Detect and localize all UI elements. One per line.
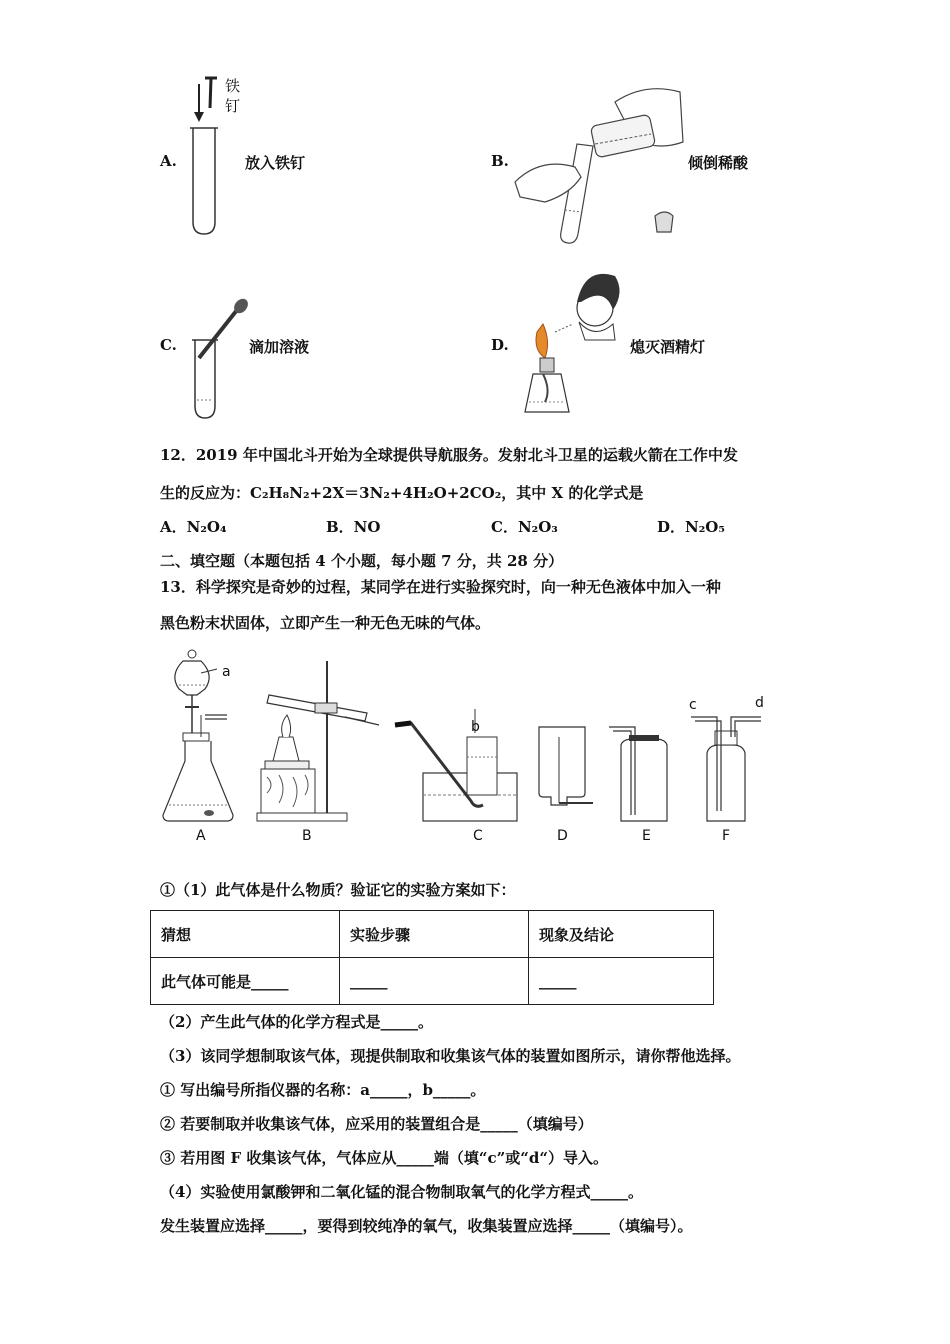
q13-part-4: （4）实验使用氯酸钾和二氧化锰的混合物制取氧气的化学方程式_____。 — [160, 1183, 643, 1201]
q12-option-d: D．N₂O₅ — [657, 518, 725, 536]
option-d-letter: D. — [491, 336, 509, 354]
apparatus-label-b: B — [302, 828, 312, 844]
experiment-table — [150, 910, 714, 1005]
q12-option-b: B．NO — [326, 518, 381, 536]
option-a-label: 放入铁钉 — [245, 154, 306, 172]
q12-option-a: A．N₂O₄ — [160, 518, 227, 536]
q13-part-3: （3）该同学想制取该气体，现提供制取和收集该气体的装置如图所示，请你帮他选择。 — [160, 1047, 741, 1065]
apparatus-e — [609, 727, 667, 821]
pointer-label-a: a — [222, 664, 231, 680]
apparatus-f — [691, 717, 761, 821]
table-header-cell: 现象及结论 — [529, 911, 714, 958]
table-cell: 此气体可能是_____ — [151, 958, 340, 1005]
q13-part-2: （2）产生此气体的化学方程式是_____。 — [160, 1013, 433, 1031]
table-row — [151, 958, 714, 1005]
q13-part-4-2: 发生装置应选择_____，要得到较纯净的氧气，收集装置应选择_____（填编号）。 — [160, 1217, 693, 1235]
apparatus-label-a: A — [196, 828, 206, 844]
apparatus-label-d: D — [557, 828, 568, 844]
q13-part-3-1: ① 写出编号所指仪器的名称：a_____，b_____。 — [160, 1081, 486, 1099]
option-b-letter: B. — [491, 152, 509, 170]
apparatus-c — [395, 709, 517, 821]
pointer-label-c: c — [689, 697, 697, 713]
option-c-label: 滴加溶液 — [249, 338, 310, 356]
apparatus-b — [257, 661, 379, 821]
dropper-tube-figure — [185, 300, 255, 422]
apparatus-label-f: F — [722, 828, 731, 844]
option-c-letter: C. — [160, 336, 177, 354]
q13-part-3-3: ③ 若用图 F 收集该气体，气体应从_____端（填“c”或“d“）导入。 — [160, 1149, 608, 1167]
pointer-label-b: b — [471, 719, 480, 735]
q13-line-2: 黑色粉末状固体，立即产生一种无色无味的气体。 — [160, 614, 491, 632]
section-heading: 二、填空题（本题包括 4 个小题，每小题 7 分，共 28 分） — [160, 552, 564, 570]
apparatus-figure — [155, 645, 795, 855]
table-header-row — [151, 911, 714, 958]
nail-label: 铁 钉 — [225, 77, 241, 115]
alcohol-lamp-figure — [515, 262, 625, 424]
q12-option-c: C．N₂O₃ — [491, 518, 558, 536]
pouring-acid-figure — [515, 82, 685, 242]
table-header-cell: 猜想 — [151, 911, 340, 958]
apparatus-d — [539, 727, 593, 805]
apparatus-label-c: C — [473, 828, 483, 844]
option-a-letter: A. — [160, 152, 177, 170]
q12-line-1: 12．2019 年中国北斗开始为全球提供导航服务。发射北斗卫星的运载火箭在工作中发 — [160, 446, 738, 464]
table-header-cell: 实验步骤 — [340, 911, 529, 958]
q13-part-1: ①（1）此气体是什么物质？验证它的实验方案如下： — [160, 881, 516, 899]
q13-line-1: 13．科学探究是奇妙的过程，某同学在进行实验探究时，向一种无色液体中加入一种 — [160, 578, 721, 596]
q13-part-3-2: ② 若要制取并收集该气体，应采用的装置组合是_____（填编号） — [160, 1115, 593, 1133]
table-cell: _____ — [529, 958, 714, 1005]
option-b-label: 倾倒稀酸 — [688, 154, 749, 172]
pointer-label-d: d — [755, 695, 764, 711]
apparatus-label-e: E — [642, 828, 651, 844]
q12-line-2: 生的反应为：C₂H₈N₂+2X＝3N₂+4H₂O+2CO₂，其中 X 的化学式是 — [160, 484, 644, 502]
option-d-label: 熄灭酒精灯 — [630, 338, 706, 356]
table-cell: _____ — [340, 958, 529, 1005]
